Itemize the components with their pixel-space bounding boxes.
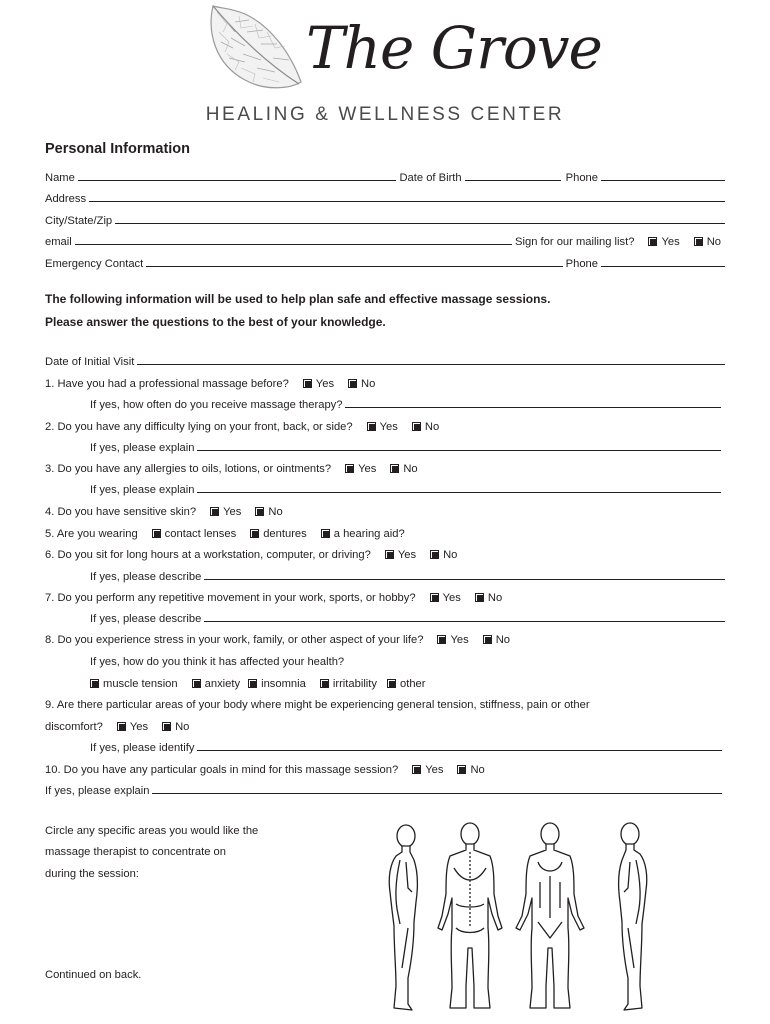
circle-instructions-line-1: Circle any specific areas you would like the [45,825,259,837]
checkbox-icon [210,507,219,516]
body-side-view-right[interactable] [389,825,417,1010]
q7-label: 7. Do you perform any repetitive movement in your work, sports, or hobby? [45,592,416,604]
q7-row [45,588,725,604]
emergency-label: Emergency Contact [45,258,144,270]
section-title: Personal Information [45,141,191,157]
q10-follow-field[interactable] [152,793,722,794]
q5-dentures-checkbox[interactable]: dentures [250,528,307,540]
q7-yes-checkbox[interactable]: Yes [430,592,461,604]
q3-no-checkbox[interactable]: No [390,463,417,475]
q5-contacts-checkbox[interactable]: contact lenses [152,528,237,540]
email-field[interactable] [75,244,512,245]
q3-yes-checkbox[interactable]: Yes [345,463,376,475]
initial-visit-label: Date of Initial Visit [45,356,135,368]
checkbox-icon [303,379,312,388]
q9-label: 9. Are there particular areas of your body where might be experiencing general tension, stiffness, pain or other [45,699,590,711]
q8-yes-checkbox[interactable]: Yes [437,634,468,646]
q9-no-checkbox[interactable]: No [162,721,189,733]
q6-follow-label: If yes, please describe [90,571,202,583]
q1-follow-field[interactable] [345,407,721,408]
checkbox-icon [387,679,396,688]
q2-yes-checkbox[interactable]: Yes [367,421,398,433]
checkbox-icon [90,679,99,688]
email-label: email [45,236,72,248]
q6-row [45,545,725,561]
intro-line-2: Please answer the questions to the best of your knowledge. [45,315,386,329]
q2-follow-field[interactable] [197,450,721,451]
q9-row [45,695,725,711]
circle-instructions-line-2: massage therapist to concentrate on [45,846,226,858]
q8-row [45,630,725,646]
address-field[interactable] [89,201,725,202]
emergency-field[interactable] [146,266,562,267]
emergency-phone-label: Phone [565,258,598,270]
checkbox-icon [345,464,354,473]
body-side-view-left[interactable] [619,823,647,1010]
q8-insomnia-checkbox[interactable]: insomnia [248,678,306,690]
q3-label: 3. Do you have any allergies to oils, lotions, or ointments? [45,463,332,475]
q5-row [45,524,725,540]
q6-yes-checkbox[interactable]: Yes [385,549,416,561]
q3-row [45,459,725,475]
q8-label: 8. Do you experience stress in your work, family, or other aspect of your life? [45,634,424,646]
q10-follow-row [45,781,725,797]
mailing-yes-checkbox[interactable]: Yes [648,236,679,248]
checkbox-icon [694,237,703,246]
q9-follow-label: If yes, please identify [90,742,195,754]
q3-follow-row [90,480,725,496]
q5-hearing-aid-checkbox[interactable]: a hearing aid? [321,528,405,540]
q8-follow-label: If yes, how do you think it has affected your health? [90,656,345,668]
brand-subtitle: HEALING & WELLNESS CENTER [205,104,565,125]
q9-yes-checkbox[interactable]: Yes [117,721,148,733]
q9-follow-row [90,738,725,754]
checkbox-icon [483,635,492,644]
phone-field[interactable] [601,180,725,181]
name-row [45,168,725,184]
city-label: City/State/Zip [45,215,113,227]
q8-follow-row [90,652,725,668]
q10-no-checkbox[interactable]: No [457,764,484,776]
checkbox-icon [437,635,446,644]
q2-no-checkbox[interactable]: No [412,421,439,433]
q4-label: 4. Do you have sensitive skin? [45,506,197,518]
q7-no-checkbox[interactable]: No [475,592,502,604]
q8-anxiety-checkbox[interactable]: anxiety [192,678,240,690]
q10-label: 10. Do you have any particular goals in mind for this massage session? [45,764,399,776]
checkbox-icon [320,679,329,688]
checkbox-icon [648,237,657,246]
checkbox-icon [117,722,126,731]
mailing-no-checkbox[interactable]: No [694,236,721,248]
q3-follow-field[interactable] [197,492,721,493]
checkbox-icon [321,529,330,538]
q10-row [45,760,725,776]
checkbox-icon [250,529,259,538]
checkbox-icon [430,593,439,602]
q8-no-checkbox[interactable]: No [483,634,510,646]
checkbox-icon [385,550,394,559]
brand-name: The Grove [306,14,602,82]
name-field[interactable] [78,180,397,181]
body-diagram [378,818,668,1018]
q2-row [45,417,725,433]
q1-follow-row [90,395,725,411]
checkbox-icon [152,529,161,538]
q5-label: 5. Are you wearing [45,528,138,540]
q8-options-row [90,674,725,690]
checkbox-icon [255,507,264,516]
q2-follow-label: If yes, please explain [90,442,195,454]
q2-label: 2. Do you have any difficulty lying on your front, back, or side? [45,421,353,433]
checkbox-icon [430,550,439,559]
address-label: Address [45,193,87,205]
checkbox-icon [412,422,421,431]
body-front-view[interactable] [516,823,584,1008]
phone-label: Phone [565,172,598,184]
checkbox-icon [390,464,399,473]
checkbox-icon [192,679,201,688]
checkbox-icon [162,722,171,731]
q10-follow-label: If yes, please explain [45,785,150,797]
checkbox-icon [475,593,484,602]
q6-label: 6. Do you sit for long hours at a workstation, computer, or driving? [45,549,371,561]
emergency-phone-field[interactable] [601,266,725,267]
q9-row-2 [45,717,725,733]
q7-follow-row [90,609,725,625]
q6-follow-field[interactable] [204,579,725,580]
q4-no-checkbox[interactable]: No [255,506,282,518]
q1-no-checkbox[interactable]: No [348,378,375,390]
city-row [45,211,725,227]
checkbox-icon [367,422,376,431]
initial-visit-row [45,352,725,368]
q7-follow-label: If yes, please describe [90,613,202,625]
header [0,0,770,135]
checkbox-icon [248,679,257,688]
email-row [45,232,725,248]
q4-row [45,502,725,518]
q1-row [45,374,725,390]
leaf-logo-icon [205,2,305,94]
q8-muscle-tension-checkbox[interactable]: muscle tension [90,678,178,690]
q4-yes-checkbox[interactable]: Yes [210,506,241,518]
q9-label-2: discomfort? [45,721,103,733]
q1-follow-label: If yes, how often do you receive massage therapy? [90,399,343,411]
name-label: Name [45,172,75,184]
checkbox-icon [348,379,357,388]
q1-label: 1. Have you had a professional massage before? [45,378,289,390]
q3-follow-label: If yes, please explain [90,484,195,496]
checkbox-icon [457,765,466,774]
intro-line-1: The following information will be used to help plan safe and effective massage sessions. [45,292,551,306]
q9-follow-field[interactable] [197,750,722,751]
q10-yes-checkbox[interactable]: Yes [412,764,443,776]
q8-irritability-checkbox[interactable]: irritability [320,678,377,690]
dob-label: Date of Birth [399,172,462,184]
circle-instructions-line-3: during the session: [45,868,139,880]
emergency-row [45,254,725,270]
body-back-view[interactable] [438,823,502,1008]
q6-no-checkbox[interactable]: No [430,549,457,561]
address-row [45,189,725,205]
checkbox-icon [412,765,421,774]
q7-follow-field[interactable] [204,621,725,622]
q8-other-checkbox[interactable]: other [387,678,426,690]
city-field[interactable] [115,223,725,224]
q2-follow-row [90,438,725,454]
initial-visit-field[interactable] [137,364,725,365]
dob-field[interactable] [465,180,561,181]
mailing-label: Sign for our mailing list? [515,236,635,248]
continued-note: Continued on back. [45,969,142,981]
q6-follow-row [90,567,725,583]
q1-yes-checkbox[interactable]: Yes [303,378,334,390]
